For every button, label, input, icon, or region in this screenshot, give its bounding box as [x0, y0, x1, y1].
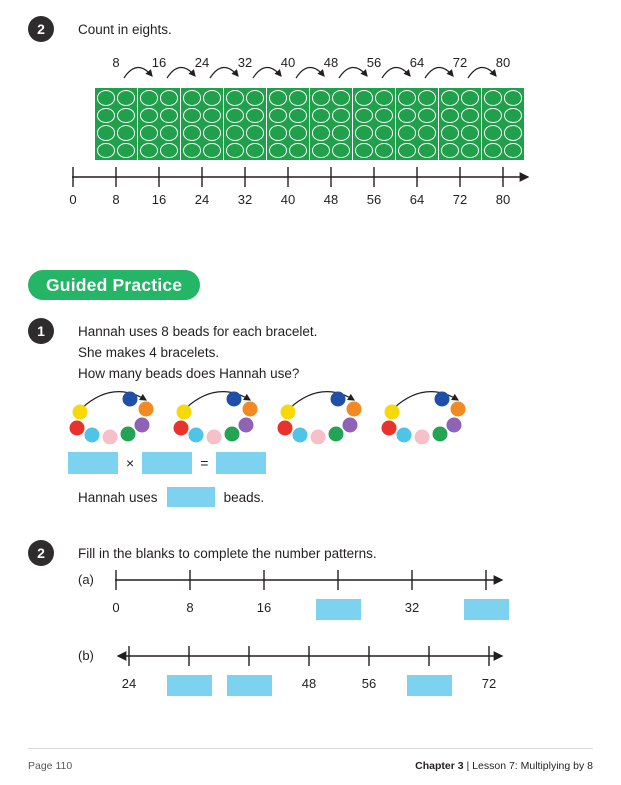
nl-b-blank-1[interactable] [167, 675, 212, 696]
nl-top-label-56: 56 [366, 192, 382, 207]
equation-blank-2[interactable] [142, 452, 192, 474]
arc-label-3: 24 [194, 55, 210, 70]
gp-question-1-number: 1 [28, 318, 54, 344]
nl-a-value-2: 16 [256, 600, 272, 615]
gp-q1-answer-sentence [78, 487, 264, 507]
bracelet-3 [278, 392, 362, 445]
nl-a-value-1: 8 [186, 600, 194, 615]
guided-practice-banner: Guided Practice [28, 270, 200, 300]
arc-label-5: 40 [280, 55, 296, 70]
gp-q1-line-2: She makes 4 bracelets. [78, 345, 220, 360]
answer-suffix: beads. [223, 489, 265, 505]
bracelet-4 [382, 392, 466, 445]
gp-q1-line-1: Hannah uses 8 beads for each bracelet. [78, 324, 318, 339]
nl-top-label-16: 16 [151, 192, 167, 207]
arc-label-6: 48 [323, 55, 339, 70]
nl-top-label-32: 32 [237, 192, 253, 207]
arc-label-1: 8 [112, 55, 120, 70]
nl-a-value-4: 32 [404, 600, 420, 615]
footer-chapter: Chapter 3 [415, 760, 464, 772]
nl-top-label-48: 48 [323, 192, 339, 207]
answer-prefix: Hannah uses [78, 489, 158, 505]
nl-a-value-0: 0 [112, 600, 120, 615]
equation-blank-3[interactable] [216, 452, 266, 474]
bracelet-2 [174, 392, 258, 445]
nl-b-blank-2[interactable] [227, 675, 272, 696]
nl-top-label-72: 72 [452, 192, 468, 207]
footer-separator: | [466, 760, 470, 772]
nl-b-value-4: 56 [361, 676, 377, 691]
gp-q2-prompt: Fill in the blanks to complete the number patterns. [78, 546, 377, 561]
nl-a-blank-1[interactable] [316, 599, 361, 620]
gp-question-2-number: 2 [28, 540, 54, 566]
multiplication-sign: × [126, 455, 135, 471]
footer-page-number: Page 110 [28, 760, 73, 772]
bracelet-group [68, 382, 498, 444]
nl-b-value-6: 72 [481, 676, 497, 691]
arc-label-2: 16 [151, 55, 167, 70]
nl-top-label-64: 64 [409, 192, 425, 207]
footer-lesson-info [415, 760, 593, 772]
section-count-in-eights [0, 0, 621, 230]
footer-divider [28, 748, 593, 749]
question-top-prompt: Count in eights. [78, 22, 172, 37]
nl-top-label-8: 8 [112, 192, 120, 207]
nl-top-label-24: 24 [194, 192, 210, 207]
gp-q1-line-3: How many beads does Hannah use? [78, 366, 300, 381]
question-number-top: 2 [28, 16, 54, 42]
arc-label-7: 56 [366, 55, 382, 70]
arc-label-4: 32 [237, 55, 253, 70]
equals-sign: = [200, 455, 209, 471]
nl-b-value-0: 24 [121, 676, 137, 691]
arc-label-8: 64 [409, 55, 425, 70]
nl-a-blank-2[interactable] [464, 599, 509, 620]
nl-top-label-40: 40 [280, 192, 296, 207]
gp-q1-equation [68, 452, 266, 474]
nl-top-label-0: 0 [69, 192, 77, 207]
answer-blank[interactable] [167, 487, 215, 507]
arc-label-9: 72 [452, 55, 468, 70]
nl-b-blank-3[interactable] [407, 675, 452, 696]
equation-blank-1[interactable] [68, 452, 118, 474]
nl-b-value-3: 48 [301, 676, 317, 691]
nl-top-label-80: 80 [495, 192, 511, 207]
gp-q2b-label: (b) [78, 648, 94, 663]
arc-label-10: 80 [495, 55, 511, 70]
gp-q2a-label: (a) [78, 572, 94, 587]
number-line-top [0, 0, 621, 200]
bracelet-1 [70, 392, 154, 445]
footer-lesson: Lesson 7: Multiplying by 8 [472, 760, 593, 772]
